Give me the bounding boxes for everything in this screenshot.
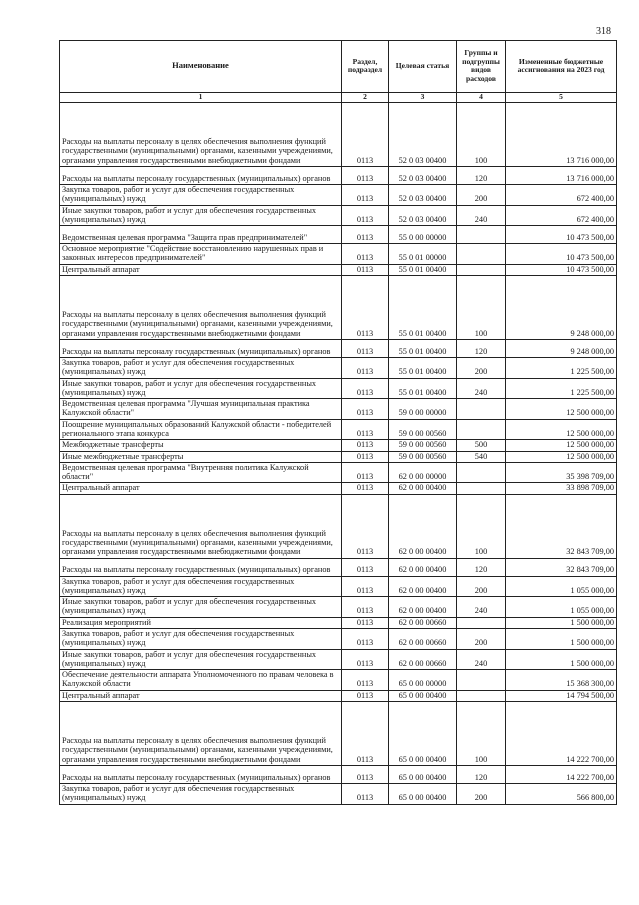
row-section: 0113 — [342, 419, 389, 440]
row-article: 65 0 00 00400 — [389, 702, 457, 766]
row-name: Расходы на выплаты персоналу государственных (муниципальных) органов — [60, 167, 342, 185]
row-article: 62 0 00 00400 — [389, 576, 457, 597]
row-group: 200 — [457, 784, 506, 805]
row-group: 100 — [457, 103, 506, 167]
column-number: 5 — [506, 93, 617, 103]
header-group: Группы и подгруппы видов расходов — [457, 41, 506, 93]
row-amount: 12 500 000,00 — [506, 419, 617, 440]
row-name: Расходы на выплаты персоналу в целях обеспечения выполнения функций государственными (муниципальными) органами, казенными учреждениями, органами управления государственными внебюджетными фондами — [60, 702, 342, 766]
table-row — [60, 576, 617, 597]
row-name: Расходы на выплаты персоналу государственных (муниципальных) органов — [60, 339, 342, 357]
row-name: Расходы на выплаты персоналу в целях обеспечения выполнения функций государственными (муниципальными) органами, казенными учреждениями, органами управления государственными внебюджетными фондами — [60, 494, 342, 558]
row-section: 0113 — [342, 399, 389, 420]
row-section: 0113 — [342, 205, 389, 226]
row-section: 0113 — [342, 451, 389, 462]
row-article: 55 0 01 00400 — [389, 275, 457, 339]
table-row — [60, 244, 617, 265]
row-amount: 35 398 709,00 — [506, 462, 617, 483]
row-section: 0113 — [342, 167, 389, 185]
row-group: 200 — [457, 629, 506, 650]
row-amount: 13 716 000,00 — [506, 103, 617, 167]
row-name: Межбюджетные трансферты — [60, 440, 342, 451]
header-section: Раздел, подраздел — [342, 41, 389, 93]
table-row — [60, 617, 617, 628]
row-amount: 10 473 500,00 — [506, 226, 617, 244]
row-amount: 12 500 000,00 — [506, 440, 617, 451]
row-section: 0113 — [342, 226, 389, 244]
row-amount: 1 225 500,00 — [506, 357, 617, 378]
row-name: Поощрение муниципальных образований Калужской области - победителей регионального этапа конкурса — [60, 419, 342, 440]
header-name: Наименование — [60, 41, 342, 93]
row-article: 62 0 00 00400 — [389, 494, 457, 558]
row-name: Расходы на выплаты персоналу в целях обеспечения выполнения функций государственными (муниципальными) органами, казенными учреждениями, органами управления государственными внебюджетными фондами — [60, 275, 342, 339]
row-name: Реализация мероприятий — [60, 617, 342, 628]
row-article: 55 0 01 00400 — [389, 357, 457, 378]
row-group: 200 — [457, 576, 506, 597]
row-article: 55 0 01 00400 — [389, 264, 457, 275]
row-group — [457, 244, 506, 265]
row-section: 0113 — [342, 103, 389, 167]
table-row — [60, 766, 617, 784]
row-amount: 14 222 700,00 — [506, 766, 617, 784]
row-amount: 1 500 000,00 — [506, 649, 617, 670]
row-amount: 32 843 709,00 — [506, 494, 617, 558]
row-name: Центральный аппарат — [60, 690, 342, 701]
row-amount: 14 222 700,00 — [506, 702, 617, 766]
row-article: 65 0 00 00000 — [389, 670, 457, 691]
row-section: 0113 — [342, 597, 389, 618]
table-row — [60, 597, 617, 618]
row-group: 200 — [457, 357, 506, 378]
row-article: 62 0 00 00660 — [389, 649, 457, 670]
row-article: 62 0 00 00400 — [389, 558, 457, 576]
row-article: 62 0 00 00000 — [389, 462, 457, 483]
row-name: Иные закупки товаров, работ и услуг для обеспечения государственных (муниципальных) нужд — [60, 649, 342, 670]
row-section: 0113 — [342, 617, 389, 628]
row-amount: 9 248 000,00 — [506, 275, 617, 339]
row-section: 0113 — [342, 649, 389, 670]
table-row — [60, 378, 617, 399]
row-name: Закупка товаров, работ и услуг для обеспечения государственных (муниципальных) нужд — [60, 576, 342, 597]
row-name: Основное мероприятие "Содействие восстановлению нарушенных прав и законных интересов предпринимателей" — [60, 244, 342, 265]
row-name: Иные межбюджетные трансферты — [60, 451, 342, 462]
row-article: 62 0 00 00660 — [389, 629, 457, 650]
row-section: 0113 — [342, 702, 389, 766]
row-amount: 12 500 000,00 — [506, 451, 617, 462]
row-amount: 14 794 500,00 — [506, 690, 617, 701]
row-section: 0113 — [342, 264, 389, 275]
row-section: 0113 — [342, 357, 389, 378]
row-name: Закупка товаров, работ и услуг для обеспечения государственных (муниципальных) нужд — [60, 629, 342, 650]
row-amount: 566 800,00 — [506, 784, 617, 805]
row-article: 52 0 03 00400 — [389, 185, 457, 206]
row-group: 240 — [457, 649, 506, 670]
table-row — [60, 451, 617, 462]
row-section: 0113 — [342, 378, 389, 399]
row-article: 62 0 00 00400 — [389, 483, 457, 494]
table-header — [60, 41, 617, 103]
row-name: Закупка товаров, работ и услуг для обеспечения государственных (муниципальных) нужд — [60, 185, 342, 206]
row-amount: 9 248 000,00 — [506, 339, 617, 357]
table-row — [60, 419, 617, 440]
row-group: 200 — [457, 185, 506, 206]
header-amount: Измененные бюджетные ассигнования на 2023 год — [506, 41, 617, 93]
row-amount: 1 055 000,00 — [506, 597, 617, 618]
row-group — [457, 419, 506, 440]
row-article: 62 0 00 00660 — [389, 617, 457, 628]
row-article: 55 0 00 00000 — [389, 226, 457, 244]
page-number: 318 — [596, 26, 611, 37]
table-row — [60, 103, 617, 167]
row-article: 65 0 00 00400 — [389, 690, 457, 701]
row-amount: 672 400,00 — [506, 205, 617, 226]
row-article: 52 0 03 00400 — [389, 167, 457, 185]
column-number-row — [60, 93, 617, 103]
row-section: 0113 — [342, 629, 389, 650]
table-row — [60, 462, 617, 483]
table-row — [60, 226, 617, 244]
header-row — [60, 41, 617, 93]
row-group: 120 — [457, 766, 506, 784]
row-group — [457, 226, 506, 244]
row-group: 240 — [457, 597, 506, 618]
row-name: Ведомственная целевая программа "Лучшая муниципальная практика Калужской области" — [60, 399, 342, 420]
column-number: 2 — [342, 93, 389, 103]
row-amount: 32 843 709,00 — [506, 558, 617, 576]
row-section: 0113 — [342, 558, 389, 576]
row-section: 0113 — [342, 339, 389, 357]
row-section: 0113 — [342, 275, 389, 339]
row-article: 59 0 00 00560 — [389, 419, 457, 440]
row-group — [457, 670, 506, 691]
row-name: Центральный аппарат — [60, 264, 342, 275]
table-row — [60, 702, 617, 766]
row-group: 120 — [457, 167, 506, 185]
row-article: 55 0 01 00400 — [389, 339, 457, 357]
row-article: 52 0 03 00400 — [389, 103, 457, 167]
row-amount: 13 716 000,00 — [506, 167, 617, 185]
row-amount: 15 368 300,00 — [506, 670, 617, 691]
row-section: 0113 — [342, 483, 389, 494]
row-amount: 672 400,00 — [506, 185, 617, 206]
table-row — [60, 483, 617, 494]
row-amount: 1 055 000,00 — [506, 576, 617, 597]
row-amount: 12 500 000,00 — [506, 399, 617, 420]
column-number: 1 — [60, 93, 342, 103]
row-section: 0113 — [342, 462, 389, 483]
row-name: Иные закупки товаров, работ и услуг для обеспечения государственных (муниципальных) нужд — [60, 205, 342, 226]
row-name: Ведомственная целевая программа "Внутренняя политика Калужской области" — [60, 462, 342, 483]
row-name: Закупка товаров, работ и услуг для обеспечения государственных (муниципальных) нужд — [60, 357, 342, 378]
table-row — [60, 205, 617, 226]
row-name: Иные закупки товаров, работ и услуг для обеспечения государственных (муниципальных) нужд — [60, 597, 342, 618]
row-section: 0113 — [342, 440, 389, 451]
table-row — [60, 339, 617, 357]
row-group: 100 — [457, 702, 506, 766]
table-row — [60, 399, 617, 420]
table-row — [60, 275, 617, 339]
row-group: 120 — [457, 558, 506, 576]
table-row — [60, 649, 617, 670]
row-amount: 10 473 500,00 — [506, 244, 617, 265]
column-number: 3 — [389, 93, 457, 103]
row-name: Расходы на выплаты персоналу государственных (муниципальных) органов — [60, 766, 342, 784]
table-row — [60, 440, 617, 451]
row-group — [457, 690, 506, 701]
row-article: 59 0 00 00000 — [389, 399, 457, 420]
row-group — [457, 264, 506, 275]
table-row — [60, 167, 617, 185]
row-section: 0113 — [342, 784, 389, 805]
row-name: Обеспечение деятельности аппарата Уполномоченного по правам человека в Калужской области — [60, 670, 342, 691]
row-group: 500 — [457, 440, 506, 451]
budget-table — [59, 40, 617, 805]
row-group — [457, 483, 506, 494]
row-name: Расходы на выплаты персоналу государственных (муниципальных) органов — [60, 558, 342, 576]
row-article: 62 0 00 00400 — [389, 597, 457, 618]
row-group: 120 — [457, 339, 506, 357]
table-row — [60, 690, 617, 701]
header-article: Целевая статья — [389, 41, 457, 93]
row-group: 240 — [457, 205, 506, 226]
row-article: 65 0 00 00400 — [389, 766, 457, 784]
table-row — [60, 558, 617, 576]
row-article: 65 0 00 00400 — [389, 784, 457, 805]
row-amount: 1 225 500,00 — [506, 378, 617, 399]
row-article: 59 0 00 00560 — [389, 451, 457, 462]
row-article: 59 0 00 00560 — [389, 440, 457, 451]
row-name: Закупка товаров, работ и услуг для обеспечения государственных (муниципальных) нужд — [60, 784, 342, 805]
row-name: Иные закупки товаров, работ и услуг для обеспечения государственных (муниципальных) нужд — [60, 378, 342, 399]
row-group — [457, 462, 506, 483]
row-section: 0113 — [342, 670, 389, 691]
row-group: 240 — [457, 378, 506, 399]
row-article: 55 0 01 00400 — [389, 378, 457, 399]
row-group: 100 — [457, 275, 506, 339]
row-group: 100 — [457, 494, 506, 558]
row-amount: 10 473 500,00 — [506, 264, 617, 275]
row-group — [457, 399, 506, 420]
row-section: 0113 — [342, 494, 389, 558]
row-group: 540 — [457, 451, 506, 462]
row-amount: 1 500 000,00 — [506, 617, 617, 628]
table-row — [60, 784, 617, 805]
row-section: 0113 — [342, 576, 389, 597]
row-amount: 1 500 000,00 — [506, 629, 617, 650]
row-name: Центральный аппарат — [60, 483, 342, 494]
row-amount: 33 898 709,00 — [506, 483, 617, 494]
column-number: 4 — [457, 93, 506, 103]
row-section: 0113 — [342, 766, 389, 784]
row-name: Ведомственная целевая программа "Защита прав предпринимателей" — [60, 226, 342, 244]
row-group — [457, 617, 506, 628]
row-section: 0113 — [342, 690, 389, 701]
table-row — [60, 357, 617, 378]
row-article: 55 0 01 00000 — [389, 244, 457, 265]
row-section: 0113 — [342, 244, 389, 265]
row-article: 52 0 03 00400 — [389, 205, 457, 226]
table-row — [60, 264, 617, 275]
table-row — [60, 185, 617, 206]
row-name: Расходы на выплаты персоналу в целях обеспечения выполнения функций государственными (муниципальными) органами, казенными учреждениями, органами управления государственными внебюджетными фондами — [60, 103, 342, 167]
table-row — [60, 629, 617, 650]
table-body — [60, 103, 617, 805]
row-section: 0113 — [342, 185, 389, 206]
table-row — [60, 670, 617, 691]
table-row — [60, 494, 617, 558]
